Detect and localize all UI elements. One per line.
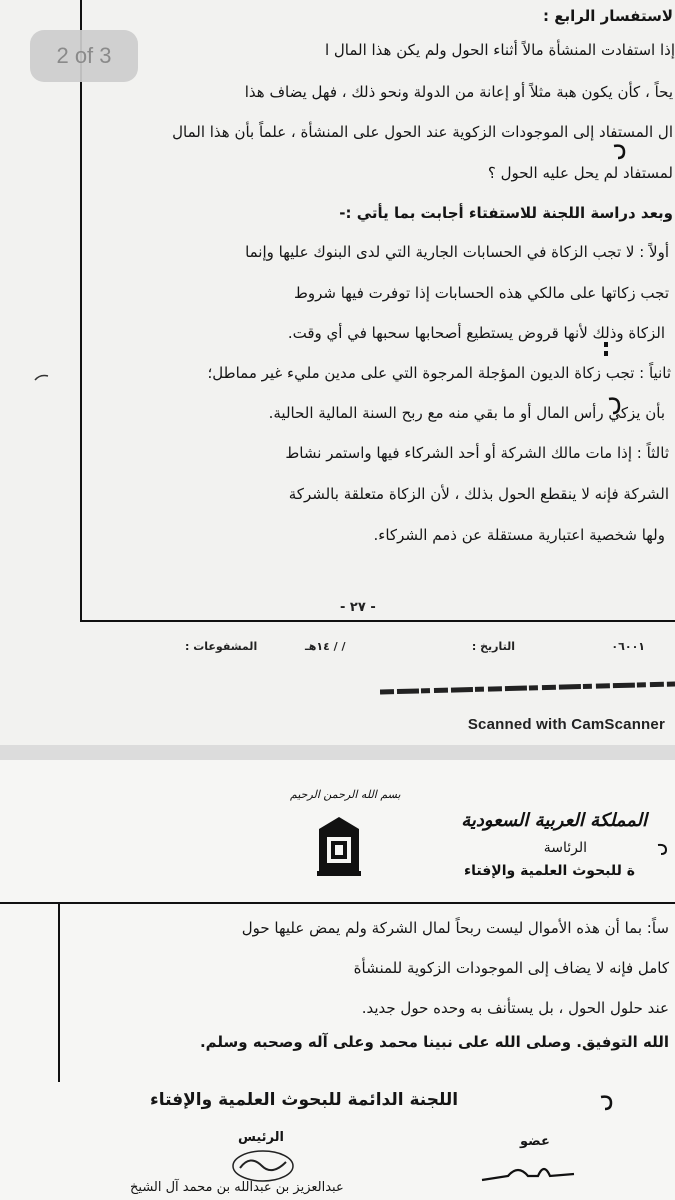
text-line: إذا استفادت المنشأة مالاً أثناء الحول ولم يكن هذا المال ا [324,41,675,59]
footer-date-label: التاريخ : [471,640,515,653]
frame-top-border [0,902,675,904]
text-line: بأن يزكي رأس المال أو ما بقي منه مع ربح السنة المالية الحالية. [268,404,665,422]
margin-mark-icon [600,340,614,358]
text-line: كامل فإنه لا يضاف إلى الموجودات الزكوية للمنشأة [353,959,669,977]
margin-mark-icon [610,142,630,162]
margin-mark-icon [32,370,52,386]
text-line: تجب زكاتها على مالكي هذه الحسابات إذا توفرت فيها شروط [293,284,669,302]
footer-date-value: / / ١٤هـ [305,640,346,653]
answer-third: ثالثاً : إذا مات مالك الشركة أو أحد الشركاء فيها واستمر نشاط [285,444,669,462]
header-department: ة للبحوث العلمية والإفتاء [464,863,635,879]
frame-left-border [80,0,82,622]
text-line: يحاً ، كأن يكون هبة مثلاً أو إعانة من الدولة ونحو ذلك ، فهل يضاف هذا [244,83,673,101]
text-line: لمستفاد لم يحل عليه الحول ؟ [487,164,673,182]
inquiry-heading: لاستفسار الرابع : [543,7,673,25]
text-line: ساً: بما أن هذه الأموال ليست ربحاً لمال الشركة ولم يمض عليها حول [241,919,669,937]
margin-mark-icon [605,395,625,417]
page-number: - ٢٧ - [340,600,376,615]
answer-second: ثانياً : تجب زكاة الديون المؤجلة المرجوة التي على مدين مليء غير مماطل؛ [207,364,671,382]
header-kingdom: المملكة العربية السعودية [461,810,647,831]
header-presidency: الرئاسة [543,840,587,856]
scanner-watermark: Scanned with CamScanner [467,716,665,733]
committee-name: اللجنة الدائمة للبحوث العلمية والإفتاء [150,1090,459,1110]
emblem-logo-icon [315,815,363,877]
text-line: الشركة فإنه لا ينقطع الحول بذلك ، لأن الزكاة متعلقة بالشركة [288,485,669,503]
president-name: عبدالعزيز بن عبدالله بن محمد آل الشيخ [130,1180,344,1195]
page-counter-badge[interactable]: 2 of 3 [30,30,138,82]
text-line: عند حلول الحول ، بل يستأنف به وحده حول جديد. [361,999,669,1017]
text-line: الزكاة وذلك لأنها قروض يستطيع أصحابها سحبها في أي وقت. [287,324,665,342]
text-line: ولها شخصية اعتبارية مستقلة عن ذمم الشركاء. [373,526,665,544]
footer-code: ٠٦٠٠١ [611,640,645,653]
basmala: بسم الله الرحمن الرحيم [290,788,401,801]
footer-attachments-label: المشفوعات : [185,640,258,653]
margin-mark-icon [598,1093,616,1113]
committee-answer-heading: وبعد دراسة اللجنة للاستفتاء أجابت بما يأتي :- [339,204,673,222]
footer-smudge [380,676,675,698]
document-page-2 [0,760,675,1200]
frame-bottom-border [80,620,675,622]
answer-first: أولاً : لا تجب الزكاة في الحسابات الجارية التي لدى البنوك عليها وإنما [245,243,669,261]
text-line: ال المستفاد إلى الموجودات الزكوية عند الحول على المنشأة ، علماً بأن هذا المال [172,123,673,141]
closing-prayer: الله التوفيق. وصلى الله على نبينا محمد وعلى آله وصحبه وسلم. [199,1033,669,1051]
role-member: عضو [520,1134,550,1149]
frame-left-border [58,902,60,1082]
role-president: الرئيس [238,1130,284,1145]
member-signature-icon [478,1158,578,1188]
margin-mark-icon [655,842,669,856]
